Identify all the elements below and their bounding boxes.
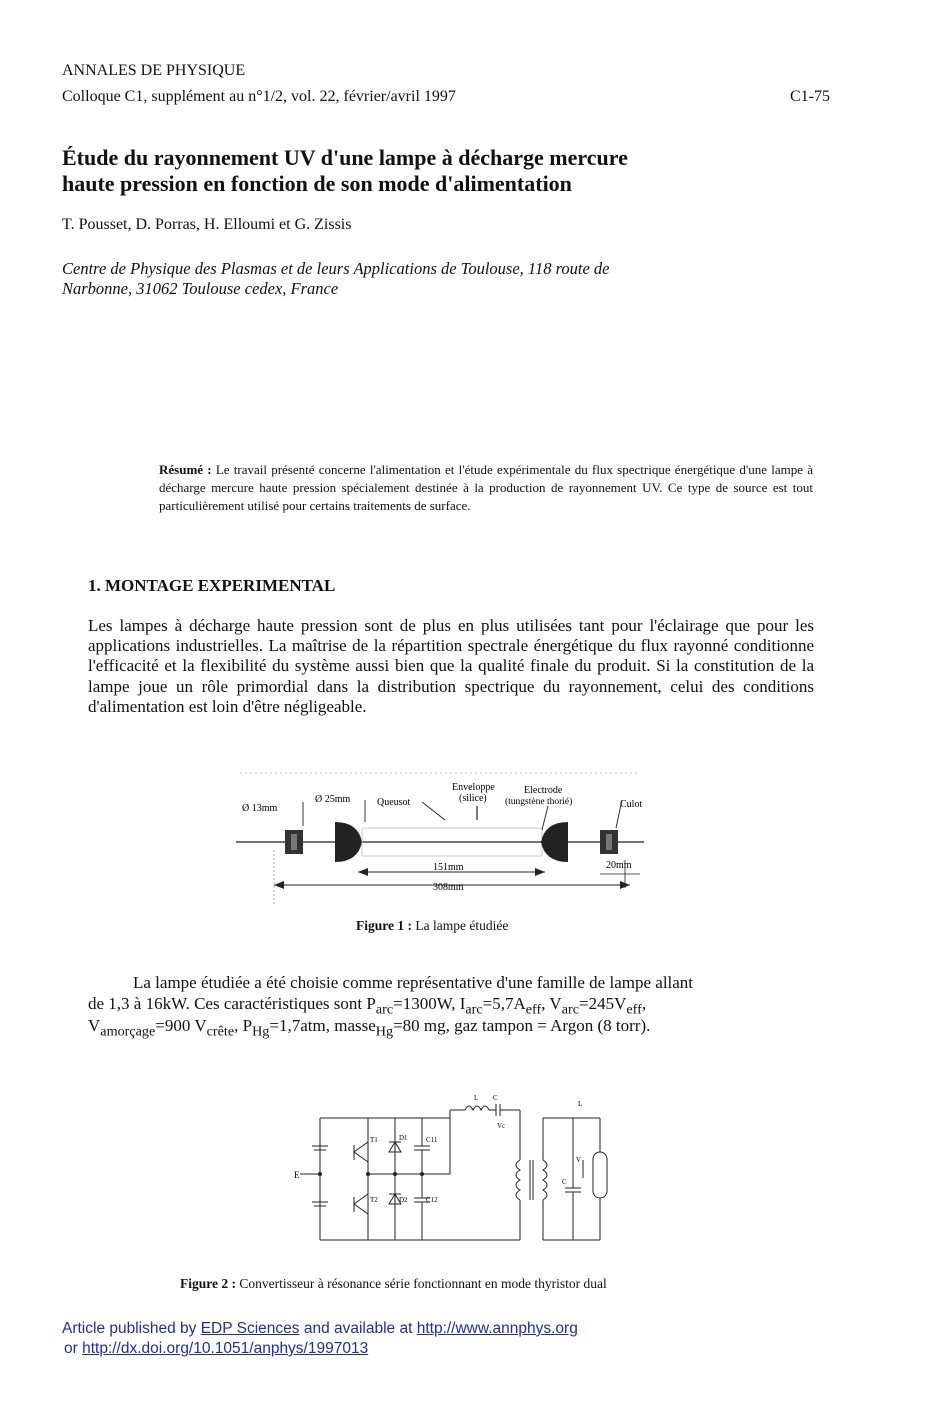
fig2-Ll-label: L	[578, 1100, 583, 1108]
abstract-label: Résumé :	[159, 462, 212, 477]
doi-link[interactable]: http://dx.doi.org/10.1051/anphys/1997013	[82, 1340, 369, 1357]
footer-or: or	[64, 1340, 83, 1357]
fig1-d25-label: Ø 25mm	[315, 794, 351, 805]
fig2-C12-label: C12	[426, 1196, 438, 1204]
fig1-308-label: 308mm	[433, 882, 464, 893]
journal-url-link[interactable]: http://www.annphys.org	[416, 1320, 578, 1337]
figure-1-text: La lampe étudiée	[415, 918, 509, 933]
p2-sub-1: arc	[375, 1001, 394, 1018]
publisher-link[interactable]: EDP Sciences	[200, 1320, 300, 1337]
affiliation-line-2: Narbonne, 31062 Toulouse cedex, France	[62, 279, 339, 298]
authors: T. Pousset, D. Porras, H. Elloumi et G. Zissis	[62, 216, 352, 233]
p3-t-2: , P	[234, 1016, 253, 1035]
p2-sub-4: arc	[561, 1001, 579, 1018]
fig2-T1-label: T1	[370, 1136, 378, 1144]
fig1-queusot-label: Queusot	[377, 797, 411, 808]
figure-2-caption	[180, 1276, 607, 1292]
title-line-2: haute pression en fonction de son mode d'alimentation	[62, 171, 572, 196]
fig1-silice-label: (silice)	[459, 793, 487, 804]
fig1-culot-label: Culot	[620, 799, 643, 810]
footer-line-1	[62, 1319, 578, 1339]
section-paragraph-1: Les lampes à décharge haute pression sont de plus en plus utilisées tant pour l'éclairage que pour les applications industrielles. La maîtrise de la répartition spectrale énergétique du flux rayonné conditionne l'efficacité et la flexibilité du système aussi bien que la qualité finale du produit. Si la constitution de la lampe joue un rôle primordial dans la distribution spectrique du rayonnement, celui des conditions d'alimentation est loin d'être négligeable.	[88, 616, 814, 716]
p3-sub-3: Hg	[252, 1023, 270, 1040]
lamp-figure	[230, 770, 650, 910]
footer-middle: and available at	[299, 1320, 417, 1337]
footer-line-2	[62, 1339, 578, 1359]
p3-t-3: =1,7atm, masse	[269, 1016, 376, 1035]
affiliation-line-1: Centre de Physique des Plasmas et de leurs Applications de Toulouse, 118 route de	[62, 259, 610, 278]
p2-sub-3: eff	[525, 1001, 542, 1018]
p2-sub-2: arc	[465, 1001, 483, 1018]
fig2-E-label: E	[294, 1170, 300, 1180]
section-paragraph-2-line-3	[88, 1016, 650, 1042]
p2-sub-5: eff	[626, 1001, 642, 1018]
page-number: C1-75	[790, 88, 830, 105]
p2-t-1: =1300W, I	[393, 994, 466, 1013]
publication-footer	[62, 1319, 578, 1359]
fig2-Vc-label: Vc	[497, 1122, 506, 1130]
p2-t-2: =5,7A	[482, 994, 526, 1013]
p2-t-4: =245V	[579, 994, 627, 1013]
fig2-C-label: C	[493, 1094, 498, 1102]
figure-2-text: Convertisseur à résonance série fonctionnant en mode thyristor dual	[239, 1276, 607, 1291]
fig1-tungstene-label: (tungstène thorié)	[505, 797, 573, 807]
p3-t-4: =80 mg, gaz tampon = Argon (8 torr).	[393, 1016, 651, 1035]
fig2-D2-label: D2	[399, 1196, 408, 1204]
issue-info: Colloque C1, supplément au n°1/2, vol. 22, février/avril 1997	[62, 88, 456, 105]
fig1-151-label: 151mm	[433, 862, 464, 873]
fig2-C11-label: C11	[426, 1136, 438, 1144]
fig2-Vlamp-label: V	[576, 1156, 582, 1164]
journal-name: ANNALES DE PHYSIQUE	[62, 62, 246, 79]
fig2-D1-label: D1	[399, 1134, 408, 1142]
p2-t-3: , V	[541, 994, 562, 1013]
p3-sub-4: Hg	[375, 1023, 394, 1040]
abstract	[159, 461, 813, 515]
figure-1-caption	[356, 918, 508, 934]
title-line-1: Étude du rayonnement UV d'une lampe à décharge mercure	[62, 145, 628, 170]
p3-t-1: =900 V	[155, 1016, 207, 1035]
fig1-electrode-label: Electrode	[524, 785, 563, 796]
figure-2-label: Figure 2 :	[180, 1276, 236, 1291]
p2-t-5: ,	[641, 994, 647, 1013]
footer-prefix: Article published by	[62, 1320, 201, 1337]
section-paragraph-2-line-1: La lampe étudiée a été choisie comme représentative d'une famille de lampe allant	[133, 973, 694, 992]
p3-sub-1: amorçage	[100, 1023, 156, 1040]
section-heading: 1. MONTAGE EXPERIMENTAL	[88, 576, 336, 595]
p3-t-0: V	[88, 1016, 101, 1035]
abstract-text: Le travail présenté concerne l'alimentation et l'étude expérimentale du flux spectrique énergétique d'une lampe à décharge mercure haute pression spécialement destinée à la production de rayonnement UV. Ce type de source est tout particulièrement utilisé pour certains traitements de surface.	[159, 462, 814, 513]
fig2-Cl-label: C	[562, 1178, 567, 1186]
fig1-d13-label: Ø 13mm	[242, 803, 278, 814]
p3-sub-2: crête	[206, 1023, 235, 1040]
fig2-T2-label: T2	[370, 1196, 378, 1204]
p2-l2-text: de 1,3 à 16kW. Ces caractéristiques sont P	[88, 994, 376, 1013]
figure-1-label: Figure 1 :	[356, 918, 412, 933]
fig1-20-label: 20mm	[606, 860, 632, 871]
fig1-enveloppe-label: Enveloppe	[452, 782, 495, 793]
converter-circuit-figure	[290, 1090, 620, 1250]
fig2-L-label: L	[474, 1094, 479, 1102]
